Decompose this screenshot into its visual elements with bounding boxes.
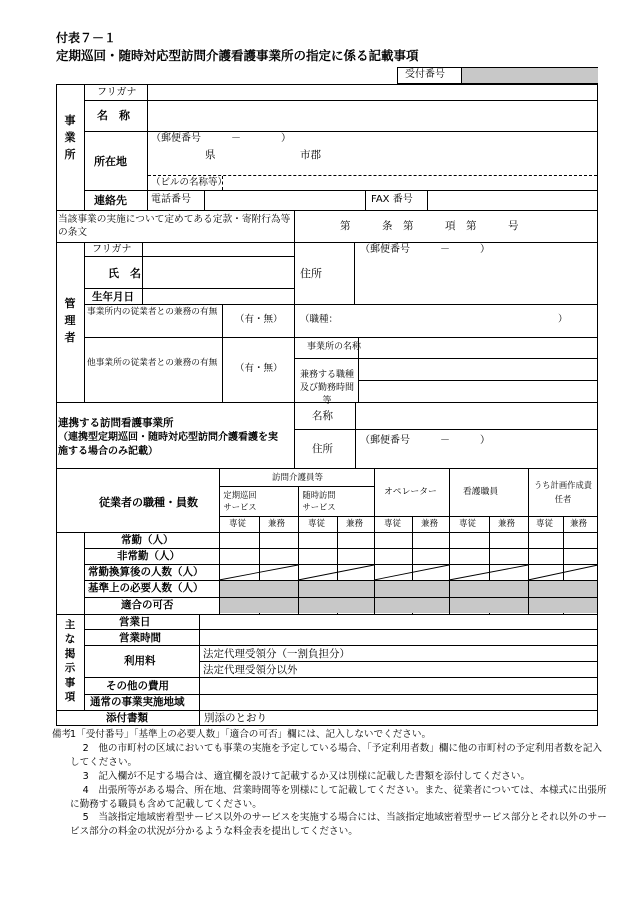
office-fax-field[interactable] <box>428 191 597 210</box>
service-area-field[interactable] <box>200 695 597 710</box>
office-city[interactable]: 市郡 <box>300 149 321 161</box>
row-parttime-label: 非常勤（人） <box>117 550 180 562</box>
staff-planner-header: うち計画作成責任者 <box>533 480 593 504</box>
sub-periodic-full: 専従 <box>229 519 247 529</box>
receipt-number-field[interactable] <box>461 68 598 83</box>
manager-furigana-field[interactable] <box>143 243 294 256</box>
sub-oncall-dual: 兼務 <box>346 519 364 529</box>
sub-oncall-full: 専従 <box>308 519 326 529</box>
manager-name-label: 氏 名 <box>108 267 141 280</box>
form-title: 定期巡回・随時対応型訪問介護看護事業所の指定に係る記載事項 <box>56 48 419 63</box>
manager-job-type-field[interactable]: （職種： <box>300 314 339 325</box>
attachments-label: 添付書類 <box>106 712 148 724</box>
note-4: 4 出張所等がある場合、所在地、営業時間等を別様にして記載してください。また、従業者については、本様式に出張所に勤務する職員も含めて記載してください。 <box>70 784 607 810</box>
sub-planner-dual: 兼務 <box>570 519 588 529</box>
office-phone-label: 電話番号 <box>151 194 191 205</box>
sub-operator-full: 専従 <box>384 519 402 529</box>
business-hours-label: 営業時間 <box>119 632 161 644</box>
office-furigana-label: フリガナ <box>97 87 137 98</box>
business-days-label: 営業日 <box>119 616 151 628</box>
other-costs-label: その他の費用 <box>106 680 169 692</box>
row-compliance-label: 適合の可否 <box>121 599 174 611</box>
partner-label: 連携する訪問看護事業所 <box>58 417 174 429</box>
manager-birthdate-label: 生年月日 <box>92 291 134 303</box>
staff-oncall-header: 随時訪問サービス <box>302 490 336 512</box>
note-3: 3 記入欄が不足する場合は、適宜欄を設けて記載するか又は別様に記載した書類を添付してください。 <box>70 770 531 782</box>
manager-inner-dual-select[interactable]: （有・無） <box>235 314 283 325</box>
note-2: 2 他の市町村の区域においても事業の実施を予定している場合、「予定利用者数」欄に他の市町村の予定利用者数を記入してください。 <box>70 742 603 768</box>
manager-inner-dual-label: 事業所内の従業者との兼務の有無 <box>87 307 218 317</box>
office-contact-label: 連絡先 <box>94 194 127 207</box>
manager-outer-hours-label: 兼務する職種及び勤務時間等 <box>299 370 354 406</box>
staff-title: 従業者の職種・員数 <box>99 496 198 509</box>
manager-section-label: 管 理 者 <box>64 297 76 345</box>
manager-furigana-label: フリガナ <box>92 244 132 255</box>
office-furigana-field[interactable] <box>148 85 597 100</box>
notes-label: 備考 <box>52 729 72 740</box>
other-costs-field[interactable] <box>200 678 597 694</box>
sub-operator-dual: 兼務 <box>421 519 439 529</box>
staff-visit-header: 訪問介護員等 <box>272 473 324 483</box>
office-prefecture[interactable]: 県 <box>205 149 216 161</box>
note-5: 5 当該指定地域密着型サービス以外のサービスを実施する場合には、当該指定地域密着型サービス部分とそれ以外のサービス部分の料金の状況が分かるような料金表を提出してください。 <box>70 812 607 838</box>
partner-sublabel: （連携型定期巡回・随時対応型訪問介護看護を実施する場合のみ記載） <box>58 432 278 457</box>
row-fte-label: 常勤換算後の人数（人） <box>88 566 204 578</box>
row-required-label: 基準上の必要人数（人） <box>88 582 204 594</box>
rules-article-field[interactable]: 第 条 第 項 第 号 <box>340 220 519 232</box>
row-fulltime-label: 常勤（人） <box>121 534 174 546</box>
manager-birthdate-field[interactable] <box>143 289 294 304</box>
manager-job-close: ） <box>558 314 568 325</box>
staff-nurse-header: 看護職員 <box>463 487 499 497</box>
manager-outer-office-label: 事業所の名称 <box>307 342 362 352</box>
fee-copay-label[interactable]: 法定代理受領分（一割負担分） <box>203 648 350 660</box>
manager-outer-office-field[interactable] <box>359 338 597 358</box>
notes-list <box>70 728 610 839</box>
manager-outer-dual-select[interactable]: （有・無） <box>235 363 283 374</box>
office-fax-label: FAX 番号 <box>371 194 413 205</box>
service-area-label: 通常の事業実施地域 <box>90 696 185 708</box>
form-ref: 付表７－１ <box>56 31 117 45</box>
posting-section-label: 主 な 掲 示 事 項 <box>64 619 76 704</box>
sub-nurse-dual: 兼務 <box>498 519 516 529</box>
business-hours-field[interactable] <box>200 630 597 645</box>
manager-name-field[interactable] <box>143 257 294 288</box>
office-section-label: 事 業 所 <box>64 114 76 162</box>
fee-other-label[interactable]: 法定代理受領分以外 <box>203 664 298 676</box>
note-1: 1「受付番号」「基準上の必要人数」「適合の可否」欄には、記入しないでください。 <box>70 729 432 740</box>
partner-address-label: 住所 <box>312 443 333 455</box>
partner-name-label: 名称 <box>312 410 333 422</box>
fees-label: 利用料 <box>124 655 156 667</box>
sub-nurse-full: 専従 <box>459 519 477 529</box>
office-address-label: 所在地 <box>94 155 127 168</box>
attachments-value: 別添のとおり <box>204 712 267 724</box>
office-postal-code[interactable]: （郵便番号 － ） <box>151 133 291 144</box>
office-phone-field[interactable] <box>205 191 365 210</box>
fte-slashes <box>219 564 598 581</box>
partner-name-field[interactable] <box>356 403 597 429</box>
manager-address-label: 住所 <box>300 267 322 280</box>
sub-periodic-dual: 兼務 <box>268 519 286 529</box>
rules-label: 当該事業の実施について定めてある定款・寄附行為等の条文 <box>58 214 291 238</box>
partner-postal-code[interactable]: （郵便番号 － ） <box>360 435 490 446</box>
manager-address-field[interactable] <box>355 258 597 303</box>
staff-periodic-header: 定期巡回サービス <box>223 490 257 512</box>
receipt-label: 受付番号 <box>405 69 445 80</box>
office-name-field[interactable] <box>148 101 597 131</box>
office-building-label[interactable]: （ビルの名称等） <box>151 177 228 188</box>
manager-outer-dual-label: 他事業所の従業者との兼務の有無 <box>87 358 218 368</box>
manager-postal-code[interactable]: （郵便番号 － ） <box>360 244 490 255</box>
business-days-field[interactable] <box>200 615 597 629</box>
sub-planner-full: 専従 <box>536 519 554 529</box>
staff-operator-header: オペレーター <box>384 487 437 497</box>
office-name-label: 名 称 <box>97 109 130 122</box>
